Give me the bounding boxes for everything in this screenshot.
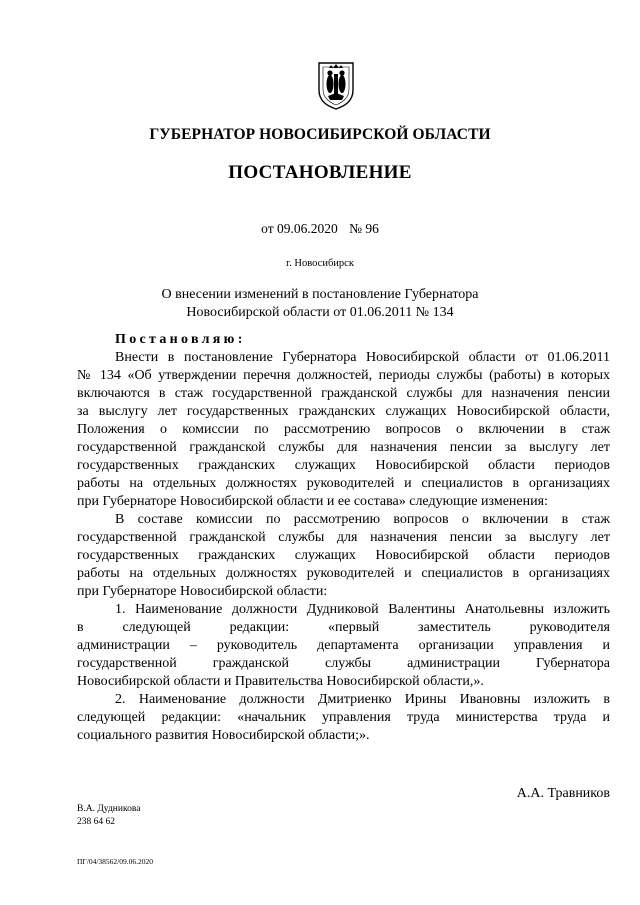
- document-body: [77, 331, 610, 745]
- body-line: Новосибирской области и Правительства Новосибирской области,».: [77, 674, 484, 689]
- executor-block: [77, 803, 140, 829]
- body-line: 2. Наименование должности Дмитриенко Ирины Ивановны изложить в: [115, 692, 610, 707]
- body-line: следующей редакции: «начальник управления труда министерства труда и: [77, 710, 610, 725]
- body-line: 1. Наименование должности Дудниковой Валентины Анатольевны изложить: [115, 602, 610, 617]
- document-number: № 96: [349, 221, 379, 236]
- body-line: в следующей редакции: «первый заместитель руководителя: [77, 620, 610, 635]
- body-line: при Губернаторе Новосибирской области и ее состава» следующие изменения:: [77, 494, 548, 509]
- body-line: при Губернаторе Новосибирской области:: [77, 584, 328, 599]
- body-line: социального развития Новосибирской области;».: [77, 728, 370, 743]
- decree-heading: [77, 331, 610, 349]
- body-line: Положения о комиссии по рассмотрению вопросов о включении в стаж: [77, 422, 610, 437]
- decree-word: Постановляю: [115, 332, 238, 347]
- subject-line: Новосибирской области от 01.06.2011 № 134: [186, 305, 454, 320]
- city-line: г. Новосибирск: [286, 258, 354, 269]
- document-type-title: ПОСТАНОВЛЕНИЕ: [228, 162, 412, 183]
- body-line: включаются в стаж государственной гражданской службы для назначения пенсии: [77, 386, 610, 401]
- decree-colon: :: [237, 332, 243, 347]
- registration-number: ПГ/04/38562/09.06.2020: [77, 857, 154, 866]
- body-line: государственной гражданской службы администрации Губернатора: [77, 656, 610, 671]
- body-line: государственной гражданской службы для назначения пенсии за выслугу лет: [77, 530, 610, 545]
- body-line: администрации – руководитель департамента организации управления и: [77, 638, 610, 653]
- body-line: государственных гражданских служащих Новосибирской области периодов: [77, 458, 610, 473]
- signature-name: А.А. Травников: [516, 786, 610, 801]
- executor-name: В.А. Дудникова: [77, 804, 141, 814]
- coat-of-arms-icon: [316, 60, 356, 110]
- body-line: № 134 «Об утверждении перечня должностей, периоды службы (работы) в которых: [77, 368, 610, 383]
- executor-phone: 238 64 62: [77, 817, 115, 827]
- body-line: Внести в постановление Губернатора Новосибирской области от 01.06.2011: [115, 350, 610, 365]
- body-line: работы на отдельных должностях руководителей и специалистов в организациях: [77, 476, 610, 491]
- body-line: государственной гражданской службы для назначения пенсии за выслугу лет: [77, 440, 610, 455]
- document-date: от 09.06.2020: [261, 221, 338, 236]
- subject-line: О внесении изменений в постановление Губернатора: [161, 287, 479, 302]
- document-subject: [0, 286, 640, 322]
- body-line: работы на отдельных должностях руководителей и специалистов в организациях: [77, 566, 610, 581]
- body-line: государственных гражданских служащих Новосибирской области периодов: [77, 548, 610, 563]
- body-line: за выслугу лет государственных гражданских служащих Новосибирской области,: [77, 404, 610, 419]
- body-line: В составе комиссии по рассмотрению вопросов о включении в стаж: [115, 512, 610, 527]
- organization-title: ГУБЕРНАТОР НОВОСИБИРСКОЙ ОБЛАСТИ: [149, 126, 491, 143]
- date-number-line: [0, 221, 640, 237]
